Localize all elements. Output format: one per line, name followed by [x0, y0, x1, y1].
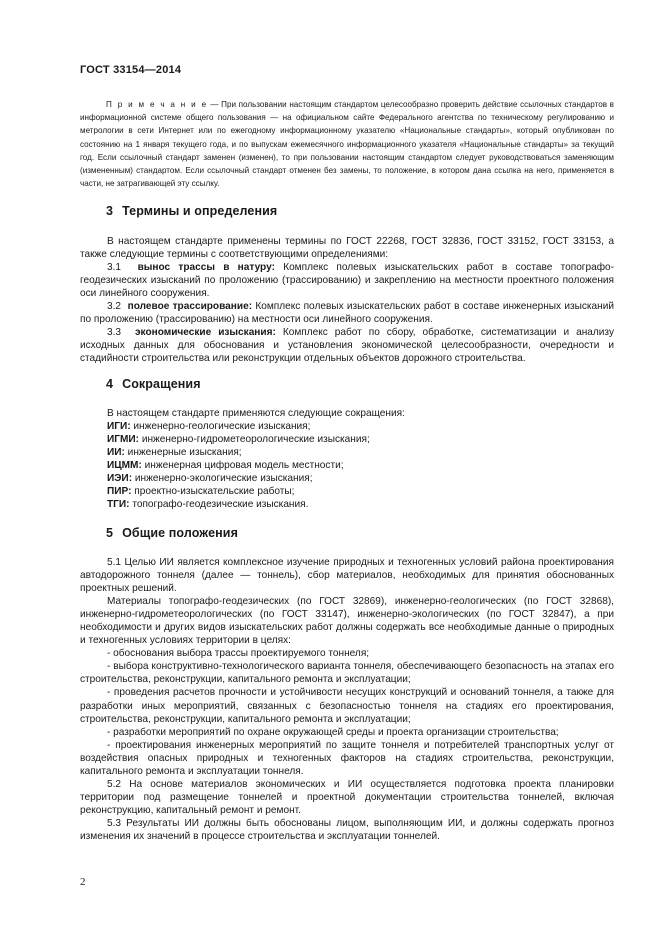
term-3-1-definition: Комплекс полевых изыскательских работ в составе топографо-геодезических изысканий по проложению (трассированию) и закреплению на местности проектного положения оси линейного сооружения.: [80, 262, 614, 300]
term-3-2-number: 3.2: [107, 301, 122, 313]
document-code-header: ГОСТ 33154—2014: [80, 64, 182, 76]
abbr-term: ИЦММ:: [107, 460, 142, 472]
abbr-term: ИИ:: [107, 447, 125, 459]
section-3-body: [80, 235, 614, 365]
reference-note: [80, 98, 614, 190]
abbr-meaning: инженерные изыскания;: [124, 447, 242, 459]
purpose-list-item: - проектирования инженерных мероприятий по защите тоннеля и потребителей транспортных услуг от воздействия опасных природных и техногенных факторов на стадиях строительства, реконструкции, капитального ремонта и эксплуатации тоннеля.: [80, 739, 614, 777]
section-4-body: [80, 407, 614, 511]
abbr-item: [80, 498, 614, 511]
clause-5-2: 5.2 На основе материалов экономических и ИИ осуществляется подготовка проекта планировки территории под размещение тоннелей и проектной документации строительства тоннелей, включая реконструкцию, капитальный ремонт и ремонт.: [80, 778, 614, 816]
purpose-list-item: - проведения расчетов прочности и устойчивости несущих конструкций и оснований тоннеля, а также для разработки иных мероприятий, связанных с безопасностью тоннеля на стадиях его проектирования, строительства, реконструкции, капитального ремонта и эксплуатации;: [80, 687, 614, 725]
section-3-title: Термины и определения: [122, 204, 278, 218]
section-4-number: 4: [106, 377, 114, 391]
section-4-heading: [106, 377, 201, 391]
abbr-item: [80, 472, 614, 485]
term-3-2-definition: Комплекс полевых изыскательских работ в составе инженерных изысканий по проложению (трассированию) на местности оси линейного сооружения.: [80, 301, 615, 326]
term-3-2-name: полевое трассирование:: [127, 301, 253, 313]
abbr-term: ИГИ:: [107, 421, 131, 433]
abbr-meaning: инженерно-экологические изыскания;: [132, 473, 313, 485]
section-5-heading: [106, 526, 238, 540]
term-3-1-number: 3.1: [107, 262, 122, 274]
section-4-intro: В настоящем стандарте применяются следующие сокращения:: [107, 408, 405, 419]
note-label: П р и м е ч а н и е: [106, 100, 208, 109]
section-5-number: 5: [106, 526, 114, 540]
term-3-3: [80, 326, 614, 365]
section-3-intro: В настоящем стандарте применены термины по ГОСТ 22268, ГОСТ 32836, ГОСТ 33152, ГОСТ 33153, а также следующие термины с соответствующими определениями:: [80, 236, 614, 261]
abbr-term: ИЭИ:: [107, 473, 133, 485]
abbr-item: [80, 420, 614, 433]
abbr-meaning: инженерно-геологические изыскания;: [130, 421, 311, 433]
purpose-list-item: - обоснования выбора трассы проектируемого тоннеля;: [107, 648, 370, 660]
term-3-1: [80, 261, 614, 300]
section-5-title: Общие положения: [122, 526, 238, 540]
purpose-list-item: - разработки мероприятий по охране окружающей среды и проекта организации строительства;: [107, 726, 559, 738]
term-3-2: [80, 300, 614, 326]
term-3-3-definition: Комплекс работ по сбору, обработке, систематизации и анализу исходных данных для обоснования и установления экономической целесообразности, очередности и стадийности строительства или реконструкции отдельных объектов дорожного строительства.: [80, 327, 614, 365]
note-text: — При пользовании настоящим стандартом целесообразно проверить действие ссылочных стандартов в информационной системе общего пользования — на официальном сайте Федерального агентства по техническому регулированию и метрологии в сети Интернет или по ежегодному информационному указателю «Национальные стандарты», который опубликован по состоянию на 1 января текущего года, и по выпускам ежемесячного информационного указателя «Национальные стандарты» за текущий год. Если ссылочный стандарт заменен (изменен), то при пользовании настоящим стандартом следует руководствоваться заменяющим (измененным) стандартом. Если ссылочный стандарт отменен без замены, то положение, в котором дана ссылка на него, применяется в части, не затрагивающей эту ссылку.: [80, 100, 614, 189]
term-3-3-number: 3.3: [107, 327, 122, 339]
clause-5-3: 5.3 Результаты ИИ должны быть обоснованы лицом, выполняющим ИИ, и должны содержать прогноз изменения их значений в процессе строительства и эксплуатации тоннелей.: [80, 817, 614, 842]
abbr-term: ТГИ:: [107, 499, 130, 511]
abbr-item: [80, 433, 614, 446]
section-5-body: [80, 556, 614, 843]
abbr-meaning: проектно-изыскательские работы;: [131, 486, 295, 498]
purpose-list-item: - выбора конструктивно-технологического варианта тоннеля, обеспечивающего безопасность на этапах его строительства, реконструкции, капитального ремонта и эксплуатации;: [80, 661, 614, 686]
abbr-item: [80, 485, 614, 498]
materials-paragraph: Материалы топографо-геодезических (по ГОСТ 32869), инженерно-геологических (по ГОСТ 32868), инженерно-гидрометеорологических (по ГОСТ 33147), инженерно-экологических (по ГОСТ 32847), а при необходимости и других видов изыскательских работ должны содержать все необходимые данные о природных и техногенных условиях территории в целях:: [80, 596, 614, 647]
clause-5-1: 5.1 Целью ИИ является комплексное изучение природных и техногенных условий района проектирования автодорожного тоннеля (далее — тоннель), сбор материалов, необходимых для принятия обоснованных проектных решений.: [80, 557, 614, 595]
section-4-title: Сокращения: [122, 377, 201, 391]
section-3-number: 3: [106, 204, 114, 218]
abbr-meaning: инженерно-гидрометеорологические изыскания;: [139, 434, 370, 446]
section-3-heading: [106, 204, 277, 218]
abbr-meaning: инженерная цифровая модель местности;: [141, 460, 344, 472]
term-3-3-name: экономические изыскания:: [134, 327, 276, 339]
abbr-term: ПИР:: [107, 486, 132, 498]
term-3-1-name: вынос трассы в натуру:: [137, 262, 275, 274]
abbr-item: [80, 446, 614, 459]
abbr-term: ИГМИ:: [107, 434, 140, 446]
abbr-item: [80, 459, 614, 472]
abbr-meaning: топографо-геодезические изыскания.: [129, 499, 309, 511]
page-number: 2: [80, 876, 86, 888]
